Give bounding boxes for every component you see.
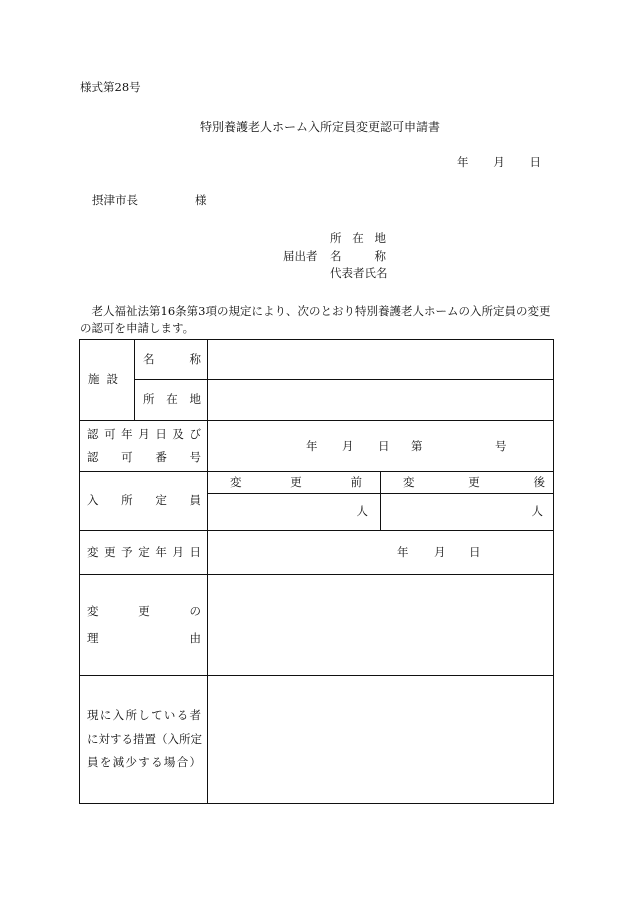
approval-day: 日: [378, 439, 390, 453]
scheduled-date-row: [80, 531, 554, 575]
approval-label-line1: 認 可 年 月 日 及 び: [87, 426, 201, 441]
scheduled-year: 年: [397, 545, 409, 559]
approval-row: [80, 421, 554, 472]
facility-label: 施 設: [88, 372, 118, 387]
approval-year: 年: [306, 439, 318, 453]
capacity-header-row: [80, 472, 554, 494]
facility-name-label-cell: [135, 340, 208, 380]
reason-label-line1: 変 更 の: [87, 603, 201, 618]
approval-month: 月: [342, 439, 354, 453]
reason-row: [80, 575, 554, 676]
reason-field[interactable]: [208, 575, 554, 676]
approval-label-line2: 認 可 番 号: [87, 450, 201, 464]
after-header-cell: [381, 472, 554, 494]
measures-label-line1: 現 に 入 所 し て い る 者: [87, 708, 201, 723]
body-text-line1: 老人福祉法第16条第3項の規定により、次のとおり特別養護老人ホームの入所定員の変更: [80, 304, 551, 318]
date-day: 日: [529, 155, 541, 169]
before-header-cell: [208, 472, 381, 494]
date-month: 月: [493, 155, 505, 169]
application-table: [79, 339, 554, 804]
date-year: 年: [457, 155, 469, 169]
before-header: 変 更 前: [230, 474, 362, 489]
applicant-name-label: 名 称: [330, 249, 386, 263]
facility-label-cell: [80, 340, 135, 421]
approval-dai: 第: [411, 439, 423, 453]
capacity-before-unit: 人: [356, 504, 368, 519]
measures-label-line2: に 対 す る 措 置 （ 入 所 定: [87, 731, 202, 746]
capacity-after-field[interactable]: [381, 494, 554, 531]
body-text-line2: の認可を申請します。: [80, 321, 195, 335]
measures-row: [80, 676, 554, 804]
approval-value-field[interactable]: [208, 421, 554, 472]
facility-name-label: 名 称: [143, 351, 201, 366]
addressee-name: 摂津市長: [92, 193, 138, 207]
scheduled-date-label-cell: [80, 531, 208, 575]
approval-go: 号: [495, 439, 507, 453]
form-number: 様式第28号: [80, 80, 141, 94]
scheduled-date-label: 変 更 予 定 年 月 日: [87, 544, 201, 559]
scheduled-day: 日: [469, 545, 481, 559]
facility-name-field[interactable]: [208, 340, 554, 380]
measures-field[interactable]: [208, 676, 554, 804]
applicant-address-label: 所 在 地: [330, 231, 386, 245]
reason-label-line2: 理 由: [87, 631, 201, 645]
representative-label: 代表者氏名: [330, 266, 388, 280]
capacity-before-field[interactable]: [208, 494, 381, 531]
date-header: [457, 157, 541, 169]
capacity-after-unit: 人: [531, 504, 543, 519]
addressee-honorific: 様: [195, 193, 207, 207]
capacity-label: 入 所 定 員: [87, 493, 201, 508]
document-title: 特別養護老人ホーム入所定員変更認可申請書: [200, 120, 441, 134]
facility-address-label-cell: [135, 380, 208, 421]
measures-label-line3: 員 を 減 少 す る 場 合 ）: [87, 755, 201, 770]
measures-label-cell: [80, 676, 208, 804]
scheduled-month: 月: [434, 545, 446, 559]
facility-address-row: [80, 380, 554, 421]
reason-label-cell: [80, 575, 208, 676]
facility-address-label: 所 在 地: [143, 392, 201, 407]
scheduled-date-field[interactable]: [208, 531, 554, 575]
capacity-label-cell: [80, 472, 208, 531]
approval-label-cell: [80, 421, 208, 472]
applicant-label: 届出者: [283, 249, 318, 263]
facility-address-field[interactable]: [208, 380, 554, 421]
after-header: 変 更 後: [403, 474, 545, 489]
facility-name-row: [80, 340, 554, 380]
